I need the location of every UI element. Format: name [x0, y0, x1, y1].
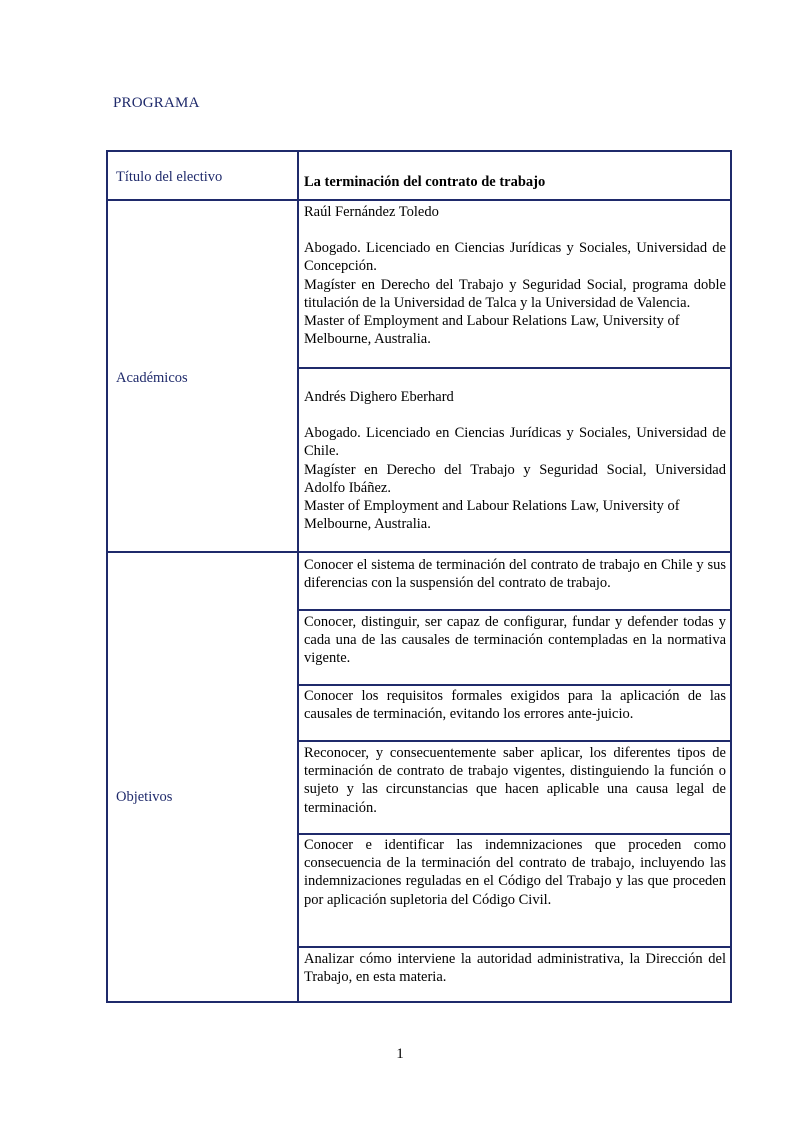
row-divider: [299, 367, 730, 369]
objective-item: Conocer e identificar las indemnizaciones que proceden como consecuencia de la terminación del contrato de trabajo, incluyendo las indemnizaciones reguladas en el Código del Trabajo y las que proceden por aplicación supletoria del Código Civil.: [304, 837, 726, 908]
row-divider: [108, 199, 730, 201]
program-table: [106, 150, 732, 1003]
column-divider: [297, 152, 299, 1001]
academic-degree: Abogado. Licenciado en Ciencias Jurídicas y Sociales, Universidad de Concepción.: [304, 240, 726, 275]
objective-item: Conocer los requisitos formales exigidos para la aplicación de las causales de terminación, evitando los errores ante-juicio.: [304, 688, 726, 723]
academic-degree: Master of Employment and Labour Relations Law, University of Melbourne, Australia.: [304, 498, 680, 533]
page-number: 1: [396, 1046, 404, 1062]
objective-item: Reconocer, y consecuentemente saber aplicar, los diferentes tipos de terminación de contrato de trabajo vigentes, distinguiendo la función o sujeto y las circunstancias que hacen aplicable una causa legal de terminación.: [304, 745, 726, 816]
row-divider: [299, 946, 730, 948]
row-divider: [299, 740, 730, 742]
academic-block-2: [304, 388, 726, 533]
academicos-label: Académicos: [116, 370, 188, 386]
academic-block-1: [304, 203, 726, 348]
page-heading: PROGRAMA: [113, 95, 200, 111]
academic-degree: Master of Employment and Labour Relations Law, University of Melbourne, Australia.: [304, 313, 680, 348]
academic-name: Raúl Fernández Toledo: [304, 204, 439, 220]
row-divider: [108, 551, 730, 553]
title-label: Título del electivo: [116, 169, 223, 185]
academic-degree: Magíster en Derecho del Trabajo y Seguridad Social, Universidad Adolfo Ibáñez.: [304, 461, 726, 496]
objective-item: Analizar cómo interviene la autoridad administrativa, la Dirección del Trabajo, en esta materia.: [304, 951, 726, 986]
objective-item: Conocer el sistema de terminación del contrato de trabajo en Chile y sus diferencias con la suspensión del contrato de trabajo.: [304, 557, 726, 592]
objetivos-label: Objetivos: [116, 789, 173, 805]
elective-title: La terminación del contrato de trabajo: [304, 174, 546, 190]
row-divider: [299, 684, 730, 686]
row-divider: [299, 833, 730, 835]
academic-degree: Magíster en Derecho del Trabajo y Seguridad Social, programa doble titulación de la Universidad de Talca y la Universidad de Valencia.: [304, 276, 726, 311]
objective-item: Conocer, distinguir, ser capaz de configurar, fundar y defender todas y cada una de las causales de terminación contempladas en la normativa vigente.: [304, 614, 726, 667]
row-divider: [299, 609, 730, 611]
academic-name: Andrés Dighero Eberhard: [304, 389, 454, 405]
academic-degree: Abogado. Licenciado en Ciencias Jurídicas y Sociales, Universidad de Chile.: [304, 425, 726, 460]
